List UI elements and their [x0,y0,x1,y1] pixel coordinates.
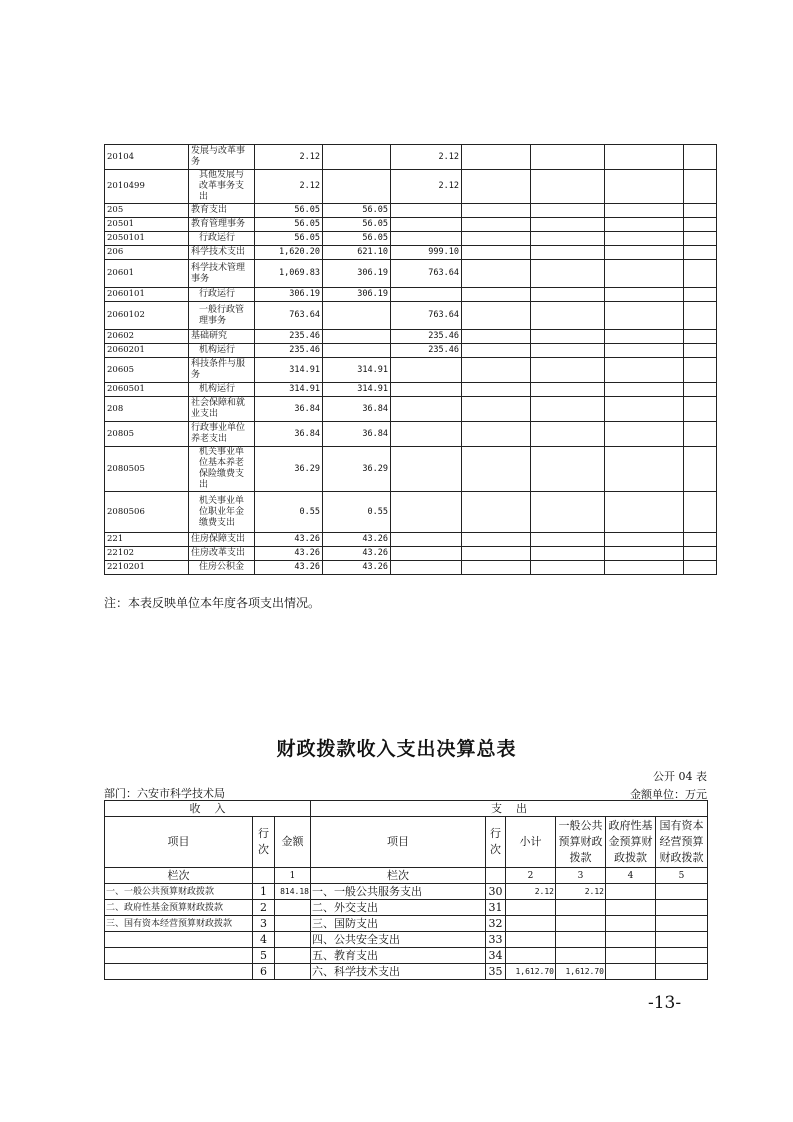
state-capital-header: 国有资本经营预算财政拨款 [656,817,708,868]
row-basic: 56.05 [323,232,391,246]
income-item: 三、国有资本经营预算财政拨款 [105,916,253,932]
row-total: 36.29 [255,447,323,492]
income-line-header: 行次 [253,817,275,868]
income-line: 1 [253,884,275,900]
income-item: 二、政府性基金预算财政拨款 [105,900,253,916]
expense-general [556,932,606,948]
table-row [105,492,717,533]
table-row [105,246,717,260]
page-number: -13- [648,993,682,1013]
row-project: 763.64 [391,302,462,330]
row-basic [323,344,391,358]
income-index-label: 栏次 [105,868,253,884]
expense-item: 一、一般公共服务支出 [311,884,486,900]
gov-fund-header: 政府性基金预算财政拨款 [606,817,656,868]
row-basic: 0.55 [323,492,391,533]
row-project [391,204,462,218]
col-index-2: 2 [506,868,556,884]
table-row [105,170,717,204]
row-name: 一般行政管理事务 [189,302,255,330]
income-line: 3 [253,916,275,932]
row-project [391,422,462,447]
expense-header: 支 出 [311,801,708,817]
income-amount [275,964,311,980]
row-total: 56.05 [255,204,323,218]
expense-general: 2.12 [556,884,606,900]
row-basic [323,302,391,330]
row-name: 教育支出 [189,204,255,218]
col-index-1: 1 [275,868,311,884]
department-label: 部门：六安市科学技术局 [104,787,225,800]
expense-line: 30 [486,884,506,900]
row-basic: 306.19 [323,288,391,302]
table-row [105,218,717,232]
row-total: 0.55 [255,492,323,533]
row-name: 发展与改革事务 [189,145,255,170]
expense-item: 六、科学技术支出 [311,964,486,980]
table-row [105,561,717,575]
expense-subtotal [506,916,556,932]
row-basic [323,170,391,204]
expense-state-capital [656,948,708,964]
table-row [105,288,717,302]
form-number: 公开 04 表 [653,770,707,783]
row-basic [323,145,391,170]
row-total: 1,620.20 [255,246,323,260]
row-total: 56.05 [255,232,323,246]
row-total: 2.12 [255,170,323,204]
col-index-5: 5 [656,868,708,884]
expense-gov-fund [606,948,656,964]
table-row [105,422,717,447]
row-name: 机构运行 [189,383,255,397]
table-row [105,358,717,383]
row-code: 206 [105,246,189,260]
income-line: 6 [253,964,275,980]
expense-state-capital [656,932,708,948]
row-total: 235.46 [255,344,323,358]
row-basic: 621.10 [323,246,391,260]
expense-state-capital [656,884,708,900]
row-code: 2210201 [105,561,189,575]
expense-item: 二、外交支出 [311,900,486,916]
row-code: 22102 [105,547,189,561]
income-amount [275,932,311,948]
expense-subtotal: 2.12 [506,884,556,900]
income-header: 收 入 [105,801,311,817]
row-project: 235.46 [391,344,462,358]
row-code: 221 [105,533,189,547]
row-project: 2.12 [391,170,462,204]
table-row [105,884,708,900]
row-basic: 43.26 [323,547,391,561]
row-name: 机关事业单位基本养老保险缴费支出 [189,447,255,492]
row-project [391,232,462,246]
row-project [391,397,462,422]
income-item [105,932,253,948]
row-total: 36.84 [255,397,323,422]
row-code: 20805 [105,422,189,447]
expense-item: 四、公共安全支出 [311,932,486,948]
expense-gov-fund [606,884,656,900]
row-name: 科学技术管理事务 [189,260,255,288]
row-basic [323,330,391,344]
row-project [391,288,462,302]
row-name: 基础研究 [189,330,255,344]
unit-label: 金额单位：万元 [630,788,707,801]
expense-general [556,948,606,964]
income-amount-header: 金额 [275,817,311,868]
row-name: 机关事业单位职业年金缴费支出 [189,492,255,533]
income-item-header: 项目 [105,817,253,868]
expense-line-header: 行次 [486,817,506,868]
table-row [105,383,717,397]
expense-subtotal: 1,612.70 [506,964,556,980]
col-index-3: 3 [556,868,606,884]
income-item [105,948,253,964]
income-amount [275,900,311,916]
row-basic: 36.84 [323,397,391,422]
row-name: 科技条件与服务 [189,358,255,383]
table-row [105,330,717,344]
income-item [105,964,253,980]
table-row [105,900,708,916]
row-total: 43.26 [255,561,323,575]
row-basic: 43.26 [323,533,391,547]
row-name: 科学技术支出 [189,246,255,260]
row-code: 20601 [105,260,189,288]
row-basic: 56.05 [323,204,391,218]
row-total: 36.84 [255,422,323,447]
row-project [391,358,462,383]
expense-general [556,900,606,916]
row-total: 763.64 [255,302,323,330]
row-name: 行政事业单位养老支出 [189,422,255,447]
table-row [105,344,717,358]
row-total: 2.12 [255,145,323,170]
row-basic: 56.05 [323,218,391,232]
row-total: 56.05 [255,218,323,232]
page-title: 财政拨款收入支出决算总表 [276,738,517,760]
expense-line: 32 [486,916,506,932]
table-row [105,916,708,932]
income-line: 2 [253,900,275,916]
row-basic: 36.84 [323,422,391,447]
row-code: 2060501 [105,383,189,397]
expense-detail-table [104,144,717,575]
row-project [391,492,462,533]
row-project [391,218,462,232]
row-code: 2050101 [105,232,189,246]
row-project [391,561,462,575]
row-name: 其他发展与改革事务支出 [189,170,255,204]
expense-gov-fund [606,932,656,948]
table-row [105,948,708,964]
income-amount [275,916,311,932]
expense-state-capital [656,964,708,980]
row-name: 行政运行 [189,232,255,246]
row-project [391,547,462,561]
row-total: 1,069.83 [255,260,323,288]
table-row [105,533,717,547]
general-budget-header: 一般公共预算财政拨款 [556,817,606,868]
table-row [105,204,717,218]
row-basic: 43.26 [323,561,391,575]
row-name: 住房改革支出 [189,547,255,561]
row-project: 2.12 [391,145,462,170]
expense-item: 五、教育支出 [311,948,486,964]
expense-item-header: 项目 [311,817,486,868]
subtotal-header: 小计 [506,817,556,868]
row-total: 306.19 [255,288,323,302]
row-basic: 314.91 [323,358,391,383]
row-code: 20602 [105,330,189,344]
row-project: 999.10 [391,246,462,260]
income-line: 4 [253,932,275,948]
row-total: 314.91 [255,358,323,383]
income-amount: 814.18 [275,884,311,900]
row-project [391,447,462,492]
expense-gov-fund [606,964,656,980]
row-code: 205 [105,204,189,218]
row-total: 314.91 [255,383,323,397]
expense-detail-note: 注：本表反映单位本年度各项支出情况。 [104,596,321,610]
expense-line: 31 [486,900,506,916]
expense-general: 1,612.70 [556,964,606,980]
row-name: 社会保障和就业支出 [189,397,255,422]
expense-general [556,916,606,932]
col-index-4: 4 [606,868,656,884]
row-code: 20104 [105,145,189,170]
expense-index-label: 栏次 [311,868,486,884]
table-row [105,964,708,980]
table-row [105,397,717,422]
expense-subtotal [506,948,556,964]
expense-line: 35 [486,964,506,980]
table-row [105,145,717,170]
row-code: 2010499 [105,170,189,204]
row-project: 235.46 [391,330,462,344]
row-basic: 314.91 [323,383,391,397]
row-name: 住房保障支出 [189,533,255,547]
income-line: 5 [253,948,275,964]
row-project [391,383,462,397]
expense-gov-fund [606,900,656,916]
row-basic: 306.19 [323,260,391,288]
row-code: 2080505 [105,447,189,492]
row-total: 43.26 [255,547,323,561]
row-name: 机构运行 [189,344,255,358]
row-code: 20501 [105,218,189,232]
income-amount [275,948,311,964]
row-project [391,533,462,547]
expense-subtotal [506,900,556,916]
expense-gov-fund [606,916,656,932]
row-basic: 36.29 [323,447,391,492]
row-name: 住房公积金 [189,561,255,575]
expense-subtotal [506,932,556,948]
table-row [105,932,708,948]
row-name: 行政运行 [189,288,255,302]
table-row [105,447,717,492]
row-code: 2060102 [105,302,189,330]
row-name: 教育管理事务 [189,218,255,232]
income-item: 一、一般公共预算财政拨款 [105,884,253,900]
expense-item: 三、国防支出 [311,916,486,932]
expense-state-capital [656,900,708,916]
row-total: 235.46 [255,330,323,344]
table-row [105,302,717,330]
table-row [105,547,717,561]
row-total: 43.26 [255,533,323,547]
fiscal-summary-table [104,800,708,980]
table-row [105,260,717,288]
table-row [105,232,717,246]
row-code: 20605 [105,358,189,383]
row-code: 2060201 [105,344,189,358]
expense-line: 34 [486,948,506,964]
row-project: 763.64 [391,260,462,288]
row-code: 2060101 [105,288,189,302]
expense-state-capital [656,916,708,932]
expense-line: 33 [486,932,506,948]
row-code: 2080506 [105,492,189,533]
row-code: 208 [105,397,189,422]
